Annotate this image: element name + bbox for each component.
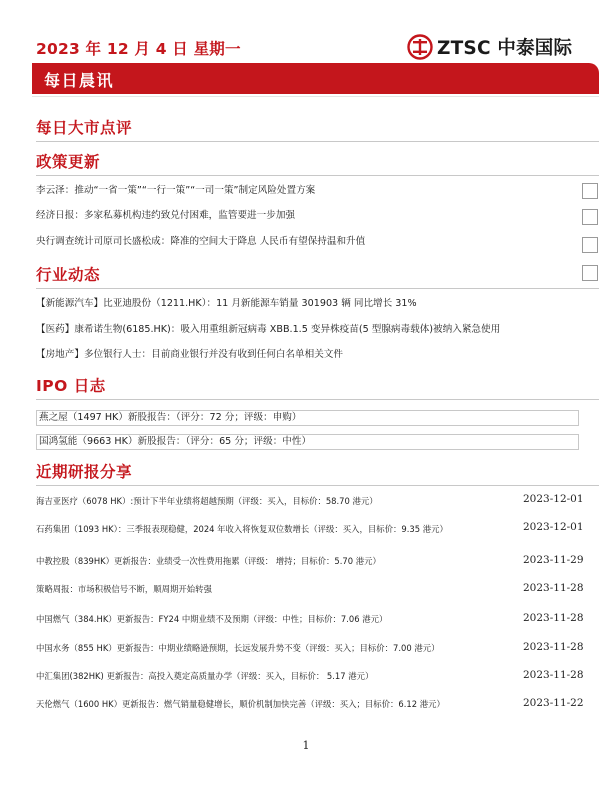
research-date: 2023-11-28	[523, 582, 584, 594]
checkbox[interactable]	[582, 237, 598, 253]
checkbox[interactable]	[582, 183, 598, 199]
page-number: 1	[302, 739, 310, 752]
research-item[interactable]: 中国燃气（384.HK）更新报告：FY24 中期业绩不及预期（评级：中性；目标价：7.06 港元）	[36, 614, 388, 624]
policy-item[interactable]: 央行调查统计司原司长盛松成：降准的空间大于降息 人民币有望保持温和升值	[36, 236, 366, 247]
checkbox[interactable]	[582, 265, 598, 281]
divider	[36, 141, 599, 142]
research-date: 2023-11-28	[523, 612, 584, 624]
research-item[interactable]: 天伦燃气（1600 HK）更新报告：燃气销量稳健增长，顺价机制加快完善（评级：买入；目标价：6.12 港元）	[36, 699, 445, 709]
logo-text: ZTSC 中泰国际	[437, 38, 573, 59]
section-ipo: IPO 日志	[36, 377, 106, 395]
industry-item[interactable]: 【医药】康希诺生物(6185.HK)：吸入用重组新冠病毒 XBB.1.5 变异株疫苗(5 型腺病毒载体)被纳入紧急使用	[36, 324, 501, 335]
ztsc-logo-icon	[407, 34, 433, 60]
research-date: 2023-11-22	[523, 697, 584, 709]
report-date: 2023 年 12 月 4 日 星期一	[36, 40, 241, 58]
ipo-item[interactable]: 燕之屋（1497 HK）新股报告：（评分：72 分；评级：申购）	[36, 410, 579, 426]
section-policy: 政策更新	[36, 153, 101, 171]
research-date: 2023-11-28	[523, 669, 584, 681]
divider	[36, 399, 599, 400]
ipo-item[interactable]: 国鸿氢能（9663 HK）新股报告：（评分：65 分；评级：中性）	[36, 434, 579, 450]
checkbox[interactable]	[582, 209, 598, 225]
divider	[36, 288, 599, 289]
research-item[interactable]: 中教控股（839HK）更新报告：业绩受一次性费用拖累（评级： 增持；目标价：5.70 港元）	[36, 556, 381, 566]
research-item[interactable]: 海吉亚医疗（6078 HK）:预计下半年业绩将超越预期（评级：买入，目标价：58.70 港元）	[36, 496, 378, 506]
industry-item[interactable]: 【新能源汽车】比亚迪股份（1211.HK）：11 月新能源车销量 301903 辆 同比增长 31%	[36, 298, 417, 309]
research-date: 2023-12-01	[523, 521, 584, 533]
divider	[36, 485, 599, 486]
policy-item[interactable]: 经济日报：多家私募机构违约致兑付困难，监管要进一步加强	[36, 210, 296, 221]
section-market: 每日大市点评	[36, 119, 133, 137]
research-item[interactable]: 策略周报：市场积极信号不断，顺周期开始转强	[36, 584, 212, 594]
banner-divider	[32, 96, 599, 97]
banner-title: 每日晨讯	[44, 71, 115, 90]
company-logo	[407, 33, 572, 61]
title-banner	[32, 63, 599, 94]
policy-item[interactable]: 李云泽：推动“一省一策”“一行一策”“一司一策”制定风险处置方案	[36, 185, 316, 196]
section-research: 近期研报分享	[36, 463, 133, 481]
divider	[36, 175, 599, 176]
research-date: 2023-11-29	[523, 554, 584, 566]
section-industry: 行业动态	[36, 266, 101, 284]
research-item[interactable]: 石药集团（1093 HK）：三季报表现稳健，2024 年收入将恢复双位数增长（评级：买入，目标价：9.35 港元）	[36, 524, 448, 534]
research-item[interactable]: 中国水务（855 HK）更新报告：中期业绩略逊预期，长远发展升势不变（评级：买入；目标价：7.00 港元）	[36, 643, 440, 653]
industry-item[interactable]: 【房地产】多位银行人士：目前商业银行并没有收到任何白名单相关文件	[36, 349, 343, 360]
research-date: 2023-12-01	[523, 493, 584, 505]
research-date: 2023-11-28	[523, 641, 584, 653]
research-item[interactable]: 中汇集团(382HK) 更新报告：高投入奠定高质量办学（评级：买入，目标价： 5.17 港元）	[36, 671, 374, 681]
